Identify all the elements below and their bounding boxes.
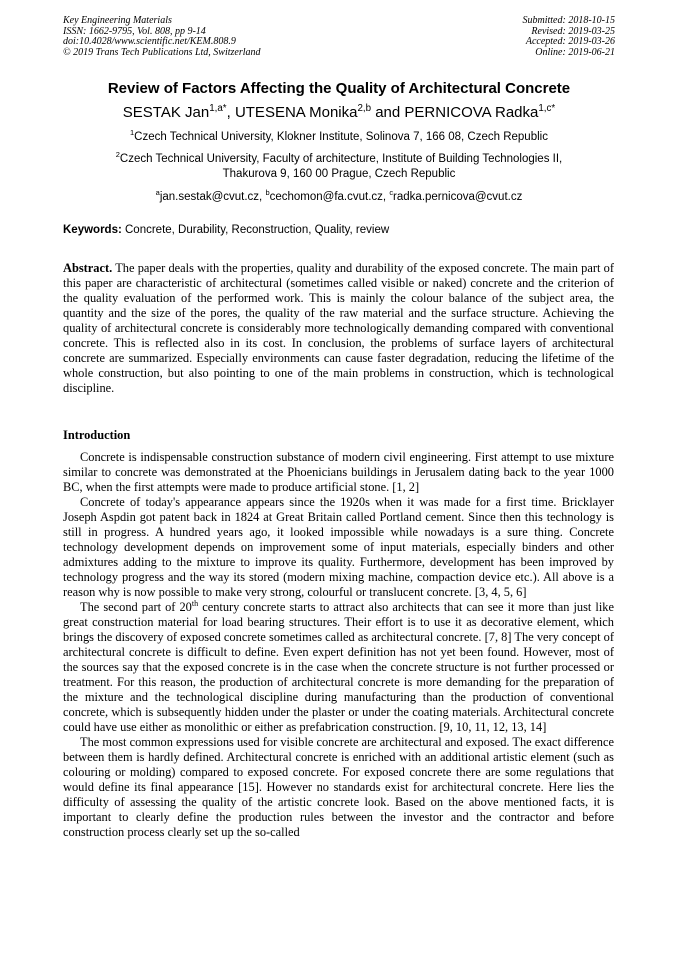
online-date: Online: 2019-06-21 — [535, 46, 615, 58]
intro-paragraph-2: Concrete of today's appearance appears since the 1920s when it was made for a first time. Bricklayer Joseph Aspdin got patent back in 1824 at Great Britain called Portland cement. Since then this technology is still in progress. A hundred years ago, it looked impossible while nowadays is a sure thing. Concrete technology development depends on improvement some of input materials, especially binders and other admixtures adding to the mixture to improve its quality. Furthermore, development has been improved by technology progress and the way its stored (modern mixing machine, compaction device etc.). All above is a reason why is now possible to make very strong, colourful or translucent concrete. [3, 4, 5, 6] — [63, 495, 614, 599]
affiliation-1: $^1$Czech Technical University, Klokner Institute, Solinova 7, 166 08, Czech Republic — [130, 128, 548, 143]
dates-header — [523, 16, 616, 58]
introduction-body — [63, 450, 614, 840]
copyright-line: © 2019 Trans Tech Publications Ltd, Switzerland — [63, 46, 261, 58]
doi-line: doi:10.4028/www.scientific.net/KEM.808.9 — [63, 36, 236, 47]
keywords-text: Concrete, Durability, Reconstruction, Quality, review — [121, 224, 390, 236]
paper-title: Review of Factors Affecting the Quality of Architectural Concrete — [107, 80, 571, 97]
email-b[interactable]: cechomon@fa.cvut.cz, — [269, 191, 390, 203]
intro-paragraph-4: The most common expressions used for visible concrete are architectural and exposed. The exact difference between them is hardly defined. Architectural concrete is enriched with an additional artistic element (such as colouring or molding) compared to exposed concrete. For exposed concrete there are some regulations that would define its final appearance [15]. However no standards exist for architectural concrete. Here lies the difficulty of assessing the quality of the artistic concrete look. Based on the above mentioned facts, it is important to clearly define the production rules between the investor and the contractor and before construction process clearly set up the so-called — [63, 735, 614, 839]
accepted-date: Accepted: 2019-03-26 — [525, 36, 615, 47]
revised-date: Revised: 2019-03-25 — [531, 25, 615, 37]
keywords — [63, 224, 389, 236]
author-emails: $^a$jan.sestak@cvut.cz, $^b$cechomon@fa.cvut.cz, $^c$radka.pernicova@cvut.cz — [155, 188, 523, 203]
email-a[interactable]: jan.sestak@cvut.cz, — [159, 191, 266, 203]
introduction-heading: Introduction — [63, 428, 131, 442]
journal-name: Key Engineering Materials — [63, 15, 172, 26]
journal-header — [63, 16, 261, 58]
author-2: UTESENA Monika — [234, 104, 358, 121]
abstract — [63, 261, 614, 396]
abstract-text: The paper deals with the properties, quality and durability of the exposed concrete. The main part of this paper are characteristic of architectural (sometimes called visible or naked) concrete and the criterion of the quality evaluation of the performed work. This is mainly the colour balance of the subject area, the quantity and the size of the pores, the quality of the raw material and the surface structure. Achieving the quality of architectural concrete is considerably more technologically demanding compared with conventional concrete. This is reflected also in its cost. In conclusion, the problems of surface layers of architectural concrete are summarized. Especially environments can cause faster degradation, reducing the lifetime of the whole construction, but also pointing to one of the main problems in construction, which is technological discipline. — [63, 261, 614, 395]
keywords-label: Keywords: — [63, 224, 122, 236]
abstract-label: Abstract. — [63, 261, 113, 275]
author-3: PERNICOVA Radka — [404, 104, 539, 121]
submitted-date: Submitted: 2018-10-15 — [522, 15, 615, 26]
intro-paragraph-1: Concrete is indispensable construction substance of modern civil engineering. First attempt to use mixture similar to concrete was demonstrated at the Phoenicians buildings in Jerusalem dating back to the year 1000 BC, when the first attempts were made to produce artificial stone. [1, 2] — [63, 450, 614, 494]
author-1: SESTAK Jan — [122, 104, 210, 121]
email-c[interactable]: radka.pernicova@cvut.cz — [393, 191, 523, 203]
author-list: SESTAK Jan$^{1,a*}$, UTESENA Monika$^{2,b}$ and PERNICOVA Radka$^{1,c*}$ — [122, 103, 556, 121]
intro-paragraph-3: The second part of 20th century concrete starts to attract also architects that can see it more than just like great construction material for load bearing structures. Their effort is to use it as decorative element, which brings the discovery of exposed concrete sometimes called as architectural concrete. [7, 8] The very concept of architectural concrete is difficult to define. Even expert definition has not yet been found. However, most of the sources say that the exposed concrete is in the case when the concrete structure is not further processed or treatment. For this reason, the production of architectural concrete is more demanding for the preparation of the mixture and the technological discipline during manufacturing than the production of conventional concrete, which is subsequently hidden under the plaster or under the coating materials. Architectural concrete could have use either as monolithic or either as prefabrication construction. [9, 10, 11, 12, 13, 14] — [63, 598, 614, 734]
issn-line: ISSN: 1662-9795, Vol. 808, pp 9-14 — [63, 25, 206, 37]
affiliation-2: $^2$Czech Technical University, Faculty of architecture, Institute of Building Technologies II, Thakurova 9, 160 00 Prague, Czech Republic — [115, 150, 563, 180]
